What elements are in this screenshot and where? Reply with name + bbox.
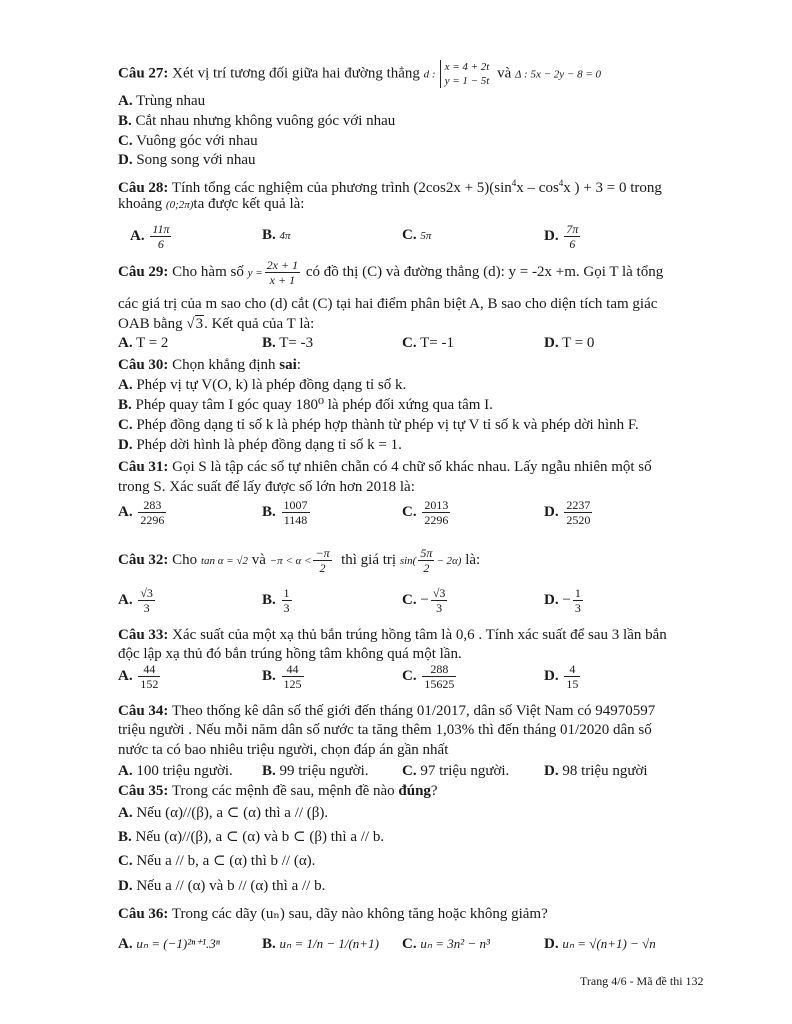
option-d: [544, 334, 594, 353]
minus-sign: −: [562, 591, 571, 608]
question-text: Trong các dãy (uₙ) sau, dãy nào không tăng hoặc không giảm?: [171, 906, 548, 922]
denominator: 6: [569, 237, 576, 251]
denominator: 3: [436, 601, 443, 615]
option-b: [262, 498, 312, 527]
question-text: Theo thống kê dân số thế giới đến tháng 01/2017, dân số Việt Nam có 94970597: [171, 703, 656, 719]
numerator: 11π: [152, 222, 170, 236]
option-b: [262, 226, 291, 246]
option-text: Nếu a // b, a ⊂ (α) thì b // (α).: [136, 853, 316, 869]
question-36: [118, 905, 718, 924]
option-letter: A.: [118, 805, 133, 821]
option-b: [118, 112, 395, 131]
option-text: uₙ = 1/n − 1/(n+1): [279, 936, 379, 951]
function-lhs: y =: [247, 266, 263, 279]
option-letter: B.: [262, 763, 276, 779]
question-text: ta được kết quả là:: [193, 196, 305, 212]
option-letter: D.: [118, 437, 133, 453]
option-d: [118, 877, 325, 896]
numerator: 5π: [420, 546, 433, 560]
option-text: 99 triệu người.: [279, 763, 369, 779]
sin-expression: sin(: [399, 554, 417, 567]
option-letter: A.: [118, 335, 133, 351]
question-34-line2: [118, 721, 718, 740]
question-text-c: x ) + 3 = 0 trong: [563, 180, 662, 196]
option-text: uₙ = √(n+1) − √n: [562, 936, 656, 951]
question-35: [118, 782, 718, 801]
option-letter: B.: [118, 829, 132, 845]
fraction: [431, 586, 448, 615]
system-line-2: y = 1 − 5t: [444, 75, 490, 87]
question-30: [118, 356, 718, 375]
question-text: là:: [465, 551, 481, 568]
option-text: uₙ = (−1)²ⁿ⁺¹.3ⁿ: [136, 936, 220, 951]
function-fraction: [265, 258, 300, 287]
numerator: 2013: [424, 498, 449, 512]
option-b: [262, 662, 306, 691]
numerator: 44: [282, 662, 304, 677]
conjunction: và: [251, 551, 266, 568]
question-29-line2: [118, 295, 718, 314]
question-text: trong S. Xác suất để lấy được số lớn hơn 2018 là:: [118, 479, 415, 495]
fraction: [138, 498, 166, 527]
option-letter: B.: [262, 335, 276, 351]
fraction: [573, 586, 583, 615]
numerator: 7π: [566, 222, 579, 236]
option-d: [118, 151, 256, 170]
denominator: 3: [574, 601, 581, 615]
option-text: Cắt nhau nhưng không vuông góc với nhau: [135, 113, 396, 129]
option-a: [130, 222, 173, 251]
question-number: Câu 36:: [118, 906, 169, 922]
option-a: [118, 334, 168, 353]
option-a: [118, 662, 162, 691]
option-text: Nếu (α)//(β), a ⊂ (α) và b ⊂ (β) thì a // b.: [135, 829, 385, 845]
option-letter: C.: [402, 335, 417, 351]
denominator: 152: [140, 677, 159, 691]
exponent: 4: [558, 178, 564, 188]
option-c: [118, 132, 258, 151]
option-a: [118, 586, 157, 615]
question-number: Câu 27:: [118, 65, 169, 82]
denominator: x + 1: [269, 273, 296, 287]
question-text: Xác suất của một xạ thủ bắn trúng hồng tâm là 0,6 . Tính xác suất để sau 3 lần bắn: [172, 627, 667, 643]
question-text: Tính tổng các nghiệm của phương trình (2cos2x + 5)(sin: [171, 180, 512, 196]
option-d: [544, 762, 648, 781]
option-c: [118, 416, 639, 435]
denominator: 2: [423, 561, 430, 575]
option-d: [544, 498, 594, 527]
line-delta: Δ : 5x − 2y − 8 = 0: [515, 68, 602, 81]
option-letter: A.: [118, 93, 133, 109]
question-number: Câu 34:: [118, 703, 169, 719]
option-text: T= -3: [279, 335, 314, 351]
option-text: Vuông góc với nhau: [136, 133, 258, 149]
numerator: 288: [422, 662, 456, 677]
question-text: Chọn khẳng định: [172, 357, 276, 373]
question-31: [118, 458, 718, 477]
option-b: [262, 586, 294, 615]
numerator: 2237: [566, 498, 591, 512]
option-text: T = 2: [136, 335, 169, 351]
option-letter: A.: [118, 936, 133, 952]
question-text: Gọi S là tập các số tự nhiên chẵn có 4 chữ số khác nhau. Lấy ngẫu nhiên một số: [172, 459, 652, 475]
option-a: [118, 498, 168, 527]
denominator: 6: [157, 237, 164, 251]
fraction: [418, 546, 434, 575]
option-letter: A.: [118, 591, 133, 608]
option-a: [118, 92, 205, 111]
option-c: [402, 934, 490, 954]
fraction: [282, 586, 292, 615]
option-text: Nếu (α)//(β), a ⊂ (α) thì a // (β).: [136, 805, 329, 821]
question-number: Câu 28:: [118, 180, 169, 196]
question-text: độc lập xạ thủ đó bắn trúng hồng tâm không quá một lần.: [118, 646, 462, 662]
question-text: Cho hàm số: [172, 263, 244, 280]
option-b: [118, 828, 384, 847]
option-a: [118, 762, 233, 781]
option-letter: C.: [402, 763, 417, 779]
minus-sign: −: [420, 591, 429, 608]
denominator: 2296: [140, 513, 165, 527]
option-text: 5π: [420, 230, 432, 242]
option-letter: B.: [262, 936, 276, 952]
option-a: [118, 804, 328, 823]
question-number: Câu 29:: [118, 263, 169, 280]
sqrt-value: 3: [195, 316, 204, 332]
option-text: T = 0: [562, 335, 595, 351]
option-letter: D.: [118, 878, 133, 894]
option-letter: D.: [118, 152, 133, 168]
option-c: [402, 586, 449, 615]
option-text: Phép đồng dạng tỉ số k là phép hợp thành từ phép vị tự V tỉ số k và phép dời hình F.: [136, 417, 639, 433]
option-letter: B.: [118, 397, 132, 413]
option-letter: B.: [262, 503, 276, 520]
question-text: Trong các mệnh đề sau, mệnh đề nào: [171, 783, 395, 799]
denominator: 3: [283, 601, 290, 615]
option-a: [118, 934, 220, 954]
option-b: [262, 334, 313, 353]
option-letter: D.: [544, 763, 559, 779]
question-32: [118, 546, 718, 575]
option-text: 100 triệu người.: [136, 763, 233, 779]
option-letter: C.: [402, 591, 417, 608]
question-text: . Kết quả của T là:: [204, 316, 315, 332]
option-c: [402, 226, 431, 246]
option-text: Nếu a // (α) và b // (α) thì a // b.: [136, 878, 326, 894]
tan-condition: tan α = √2: [200, 554, 248, 567]
fraction: [313, 546, 331, 575]
fraction: [282, 662, 304, 691]
option-letter: B.: [262, 667, 276, 684]
option-letter: C.: [402, 503, 417, 520]
option-letter: B.: [262, 591, 276, 608]
option-c: [402, 662, 458, 691]
fraction: [564, 662, 580, 691]
question-text: có đồ thị (C) và đường thẳng (d): y = -2x +m. Gọi T là tổng: [305, 263, 664, 280]
question-text: OAB bằng: [118, 316, 183, 332]
option-letter: A.: [118, 377, 133, 393]
numerator: 1: [574, 586, 581, 600]
numerator: √3: [140, 586, 153, 600]
numerator: 1: [283, 586, 290, 600]
denominator: 15: [566, 677, 579, 691]
question-number: Câu 32:: [118, 551, 169, 568]
system-line-1: x = 4 + 2t: [444, 61, 490, 73]
option-c: [118, 852, 315, 871]
option-letter: C.: [118, 853, 133, 869]
question-text: khoảng: [118, 196, 163, 212]
option-letter: A.: [118, 763, 133, 779]
option-d: [544, 222, 582, 251]
question-number: Câu 31:: [118, 459, 169, 475]
option-letter: A.: [118, 503, 133, 520]
option-d: [118, 436, 402, 455]
question-text-b: x – cos: [516, 180, 559, 196]
option-letter: C.: [118, 133, 133, 149]
range-condition: −π < α <: [269, 554, 312, 567]
fraction: [422, 498, 450, 527]
question-text: các giá trị của m sao cho (d) cắt (C) tại hai điểm phân biệt A, B sao cho diện tích tam giác: [118, 296, 658, 312]
option-b: [262, 762, 368, 781]
denominator: 2520: [566, 513, 591, 527]
option-letter: C.: [402, 227, 417, 243]
option-text: Phép vị tự V(O, k) là phép đồng dạng tỉ số k.: [136, 377, 407, 393]
punctuation: ?: [430, 783, 438, 799]
option-letter: C.: [118, 417, 133, 433]
question-29: [118, 258, 718, 287]
question-text: triệu người . Nếu mỗi năm dân số nước ta tăng thêm 1,03% thì đến tháng 01/2020 dân số: [118, 722, 652, 738]
option-d: [544, 586, 585, 615]
option-b: [262, 934, 379, 954]
question-33: [118, 626, 718, 645]
question-number: Câu 33:: [118, 627, 169, 643]
option-c: [402, 762, 509, 781]
option-a: [118, 376, 406, 395]
denominator: 3: [143, 601, 150, 615]
fraction: [150, 222, 171, 251]
question-text: Xét vị trí tương đối giữa hai đường thẳng: [172, 65, 420, 82]
option-letter: D.: [544, 503, 559, 520]
question-number: Câu 35:: [118, 783, 169, 799]
question-34: [118, 702, 718, 721]
option-c: [402, 498, 452, 527]
conjunction: và: [497, 65, 512, 82]
denominator: 2: [319, 561, 326, 575]
sin-expression-tail: − 2α): [436, 554, 462, 567]
denominator: 15625: [424, 677, 455, 691]
option-letter: D.: [544, 335, 559, 351]
option-text: Song song với nhau: [136, 152, 256, 168]
fraction: [564, 498, 592, 527]
line-d-label: d :: [423, 68, 436, 81]
fraction: [138, 662, 160, 691]
question-text: nước ta có bao nhiêu triệu người, chọn đáp án gần nhất: [118, 742, 449, 758]
numerator: 2x + 1: [266, 258, 299, 272]
page-footer: Trang 4/6 - Mã đề thi 132: [580, 974, 704, 988]
option-letter: C.: [402, 936, 417, 952]
question-number: Câu 30:: [118, 357, 169, 373]
fraction: [282, 498, 310, 527]
option-c: [402, 334, 454, 353]
option-b: [118, 396, 493, 415]
question-31-line2: [118, 478, 718, 497]
option-letter: B.: [118, 113, 132, 129]
question-29-line3: OAB bằng √3. Kết quả của T là:: [118, 316, 315, 332]
parametric-system: [440, 60, 490, 88]
emphasis: đúng: [398, 783, 431, 799]
option-letter: D.: [544, 936, 559, 952]
numerator: −π: [315, 546, 330, 560]
option-d: [544, 662, 582, 691]
emphasis: sai: [279, 357, 297, 373]
option-text: 4π: [279, 230, 291, 242]
option-letter: A.: [130, 227, 145, 244]
question-text: thì giá trị: [341, 551, 397, 568]
option-text: uₙ = 3n² − n³: [420, 936, 490, 951]
option-text: Phép dời hình là phép đồng dạng tỉ số k = 1.: [136, 437, 402, 453]
option-letter: D.: [544, 667, 559, 684]
option-letter: D.: [544, 227, 559, 244]
numerator: 1007: [283, 498, 308, 512]
option-text: 97 triệu người.: [420, 763, 510, 779]
interval: (0;2π): [165, 199, 194, 211]
option-letter: C.: [402, 667, 417, 684]
fraction: [138, 586, 155, 615]
question-text: Cho: [172, 551, 198, 568]
numerator: 4: [564, 662, 580, 677]
punctuation: :: [296, 357, 301, 373]
question-28-line2: [118, 195, 718, 215]
numerator: 283: [138, 498, 166, 513]
numerator: √3: [432, 586, 446, 600]
question-34-line3: [118, 741, 718, 760]
denominator: 2296: [424, 513, 449, 527]
numerator: 44: [138, 662, 160, 677]
option-text: Trùng nhau: [136, 93, 206, 109]
option-letter: B.: [262, 227, 276, 243]
option-text: 98 triệu người: [562, 763, 648, 779]
denominator: 125: [283, 677, 302, 691]
option-letter: A.: [118, 667, 133, 684]
option-letter: D.: [544, 591, 559, 608]
exponent: 4: [511, 178, 517, 188]
option-d: [544, 934, 656, 954]
denominator: 1148: [283, 513, 308, 527]
option-text: T= -1: [420, 335, 454, 351]
option-text: Phép quay tâm I góc quay 180⁰ là phép đối xứng qua tâm I.: [135, 397, 493, 413]
question-27: [118, 60, 678, 88]
fraction: [422, 662, 456, 691]
fraction: [564, 222, 580, 251]
